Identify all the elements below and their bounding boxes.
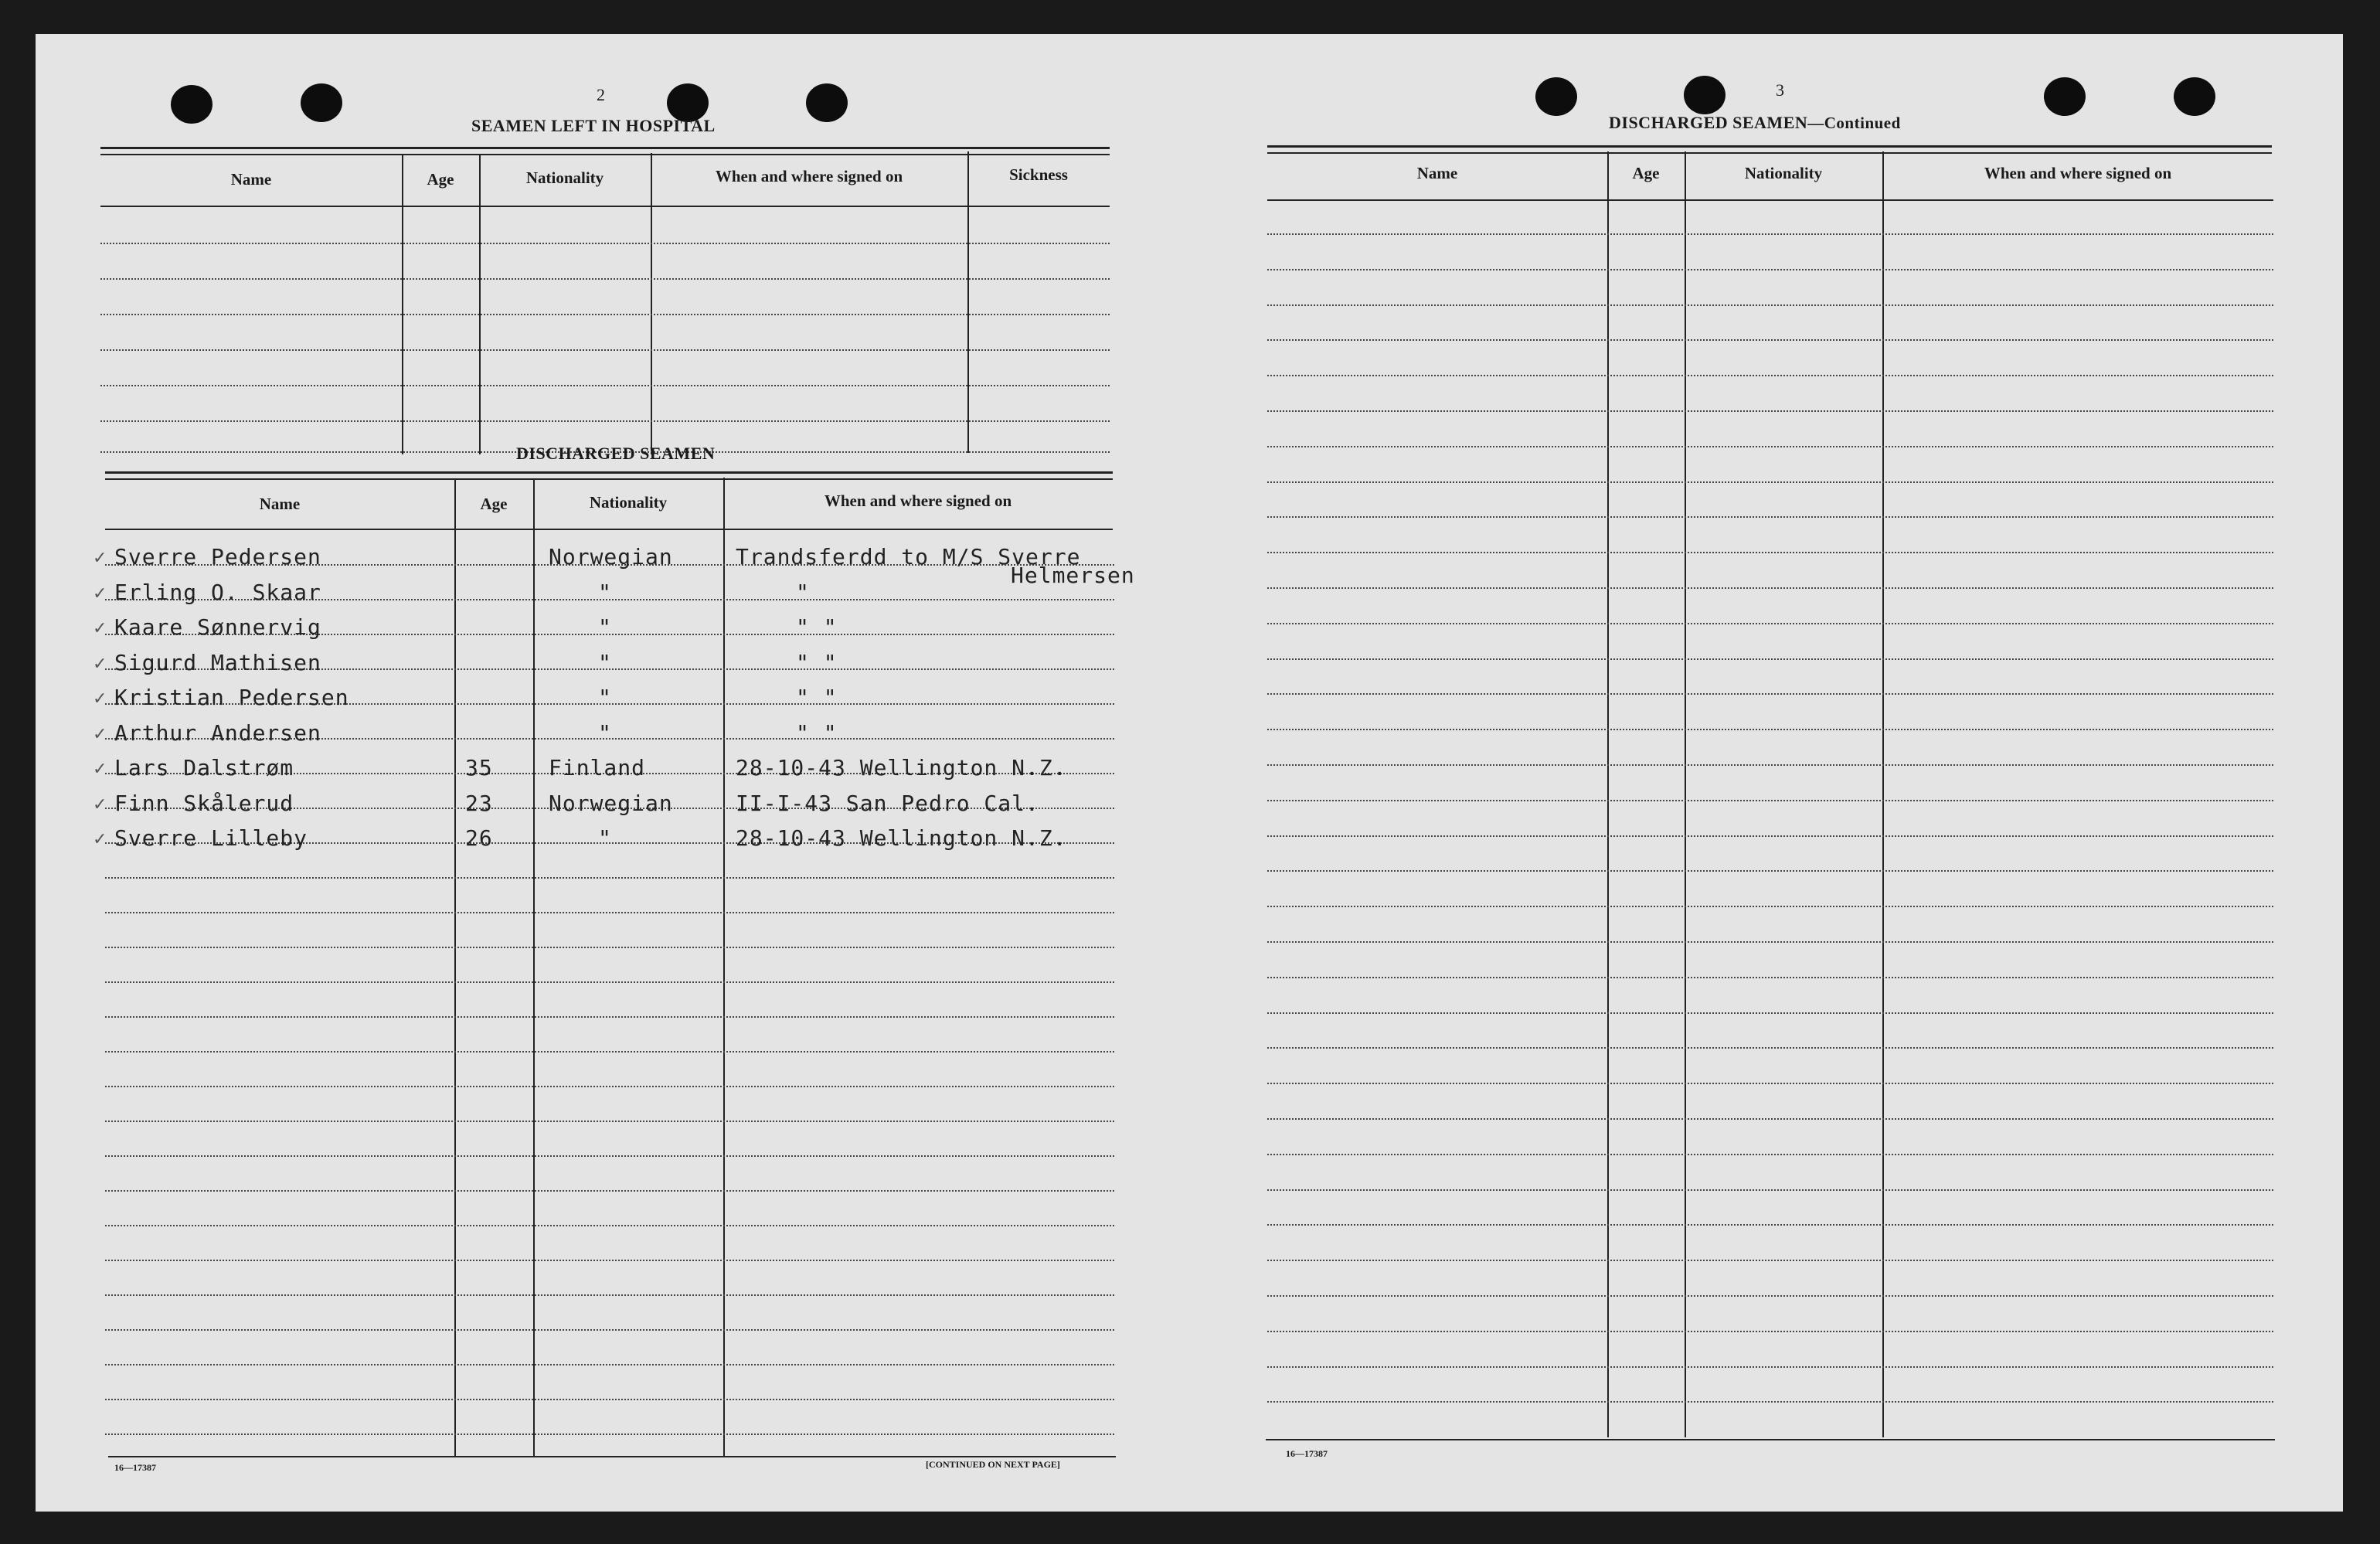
row-line (1267, 800, 2273, 801)
form-number-left: 16—17387 (114, 1462, 156, 1473)
row-line (105, 1190, 1114, 1192)
seaman-signed-on: II-I-43 San Pedro Cal. (736, 790, 1039, 816)
seaman-name: Erling O. Skaar (114, 579, 321, 605)
hospital-col-divider (651, 153, 652, 454)
row-line (105, 1086, 1114, 1087)
row-line (1267, 623, 2273, 624)
seaman-nationality: " (598, 825, 612, 851)
punch-hole-icon (1684, 76, 1726, 114)
check-mark-icon: ✓ (93, 724, 107, 744)
right-table-top-rule (1267, 145, 2272, 154)
right-header-signed-on: When and where signed on (1984, 164, 2172, 182)
row-line (1267, 339, 2273, 341)
seaman-nationality: Finland (549, 755, 646, 781)
row-line (105, 1399, 1114, 1400)
row-line (1267, 835, 2273, 837)
row-line (1267, 410, 2273, 412)
punch-hole-icon (2044, 77, 2086, 116)
row-line (1267, 304, 2273, 306)
hospital-row-line (100, 385, 1110, 386)
page-number-right: 3 (1776, 80, 1784, 100)
right-header-rule (1267, 199, 2273, 201)
row-line (105, 1433, 1114, 1435)
row-line (1267, 1012, 2273, 1014)
row-line (1267, 729, 2273, 730)
seaman-signed-on: " " (796, 685, 838, 710)
discharged-section-title: DISCHARGED SEAMEN (516, 444, 716, 463)
row-line (105, 912, 1114, 913)
discharged-col-divider (454, 479, 456, 1456)
seaman-signed-on: Trandsferdd to M/S Sverre (736, 544, 1081, 570)
right-header-name: Name (1416, 164, 1458, 182)
row-line (105, 1016, 1114, 1018)
seaman-nationality: Norwegian (549, 790, 673, 816)
hospital-header-rule (100, 206, 1110, 207)
row-line (1267, 1189, 2273, 1191)
hospital-col-divider (479, 155, 481, 454)
form-sheet (36, 34, 2343, 1512)
row-line (1267, 1154, 2273, 1155)
check-mark-icon: ✓ (93, 794, 107, 815)
hospital-row-line (100, 278, 1110, 280)
hospital-header-sickness: Sickness (1009, 165, 1068, 184)
discharged-header-name: Name (259, 495, 301, 513)
seaman-signed-on: " " (796, 614, 838, 640)
seaman-signed-on: 28-10-43 Wellington N.Z. (736, 755, 1067, 781)
discharged-continued-title (1609, 113, 1901, 133)
seaman-nationality: " (598, 614, 612, 640)
row-line (1267, 446, 2273, 447)
row-line (1267, 516, 2273, 518)
row-line (1267, 552, 2273, 553)
row-line (1267, 906, 2273, 907)
check-mark-icon: ✓ (93, 549, 107, 568)
row-line (105, 1225, 1114, 1226)
row-line (105, 947, 1114, 948)
row-line (1267, 1366, 2273, 1368)
hospital-row-line (100, 314, 1110, 315)
hospital-header-age: Age (427, 170, 454, 189)
seaman-signed-on-cont: Helmersen (1011, 563, 1135, 588)
row-line (1267, 1295, 2273, 1297)
page-number-left: 2 (597, 85, 605, 104)
right-table-bottom-rule (1266, 1439, 2275, 1440)
row-line (105, 1329, 1114, 1331)
seaman-age: 23 (465, 790, 493, 816)
discharged-table-bottom-rule (108, 1456, 1116, 1457)
row-line (105, 1364, 1114, 1365)
discharged-header-rule (105, 529, 1113, 530)
seaman-signed-on: " (796, 579, 810, 605)
row-line (1267, 1083, 2273, 1084)
row-line (105, 1051, 1114, 1053)
row-line (105, 1294, 1114, 1296)
check-mark-icon: ✓ (93, 689, 107, 709)
title-main: DISCHARGED SEAMEN (1609, 113, 1808, 132)
row-line (1267, 1260, 2273, 1261)
form-number-right: 16—17387 (1286, 1448, 1328, 1459)
row-line (1267, 233, 2273, 235)
hospital-col-divider (402, 155, 403, 454)
punch-hole-icon (806, 83, 848, 122)
hospital-row-line (100, 349, 1110, 351)
right-col-divider (1882, 151, 1884, 1437)
row-line (1267, 1224, 2273, 1226)
hospital-row-line (100, 243, 1110, 244)
discharged-header-nationality: Nationality (589, 493, 668, 512)
right-header-age: Age (1632, 164, 1660, 182)
row-line (1267, 269, 2273, 270)
check-mark-icon: ✓ (93, 619, 107, 638)
discharged-col-divider (723, 478, 725, 1456)
discharged-header-signed-on: When and where signed on (824, 491, 1012, 510)
seaman-signed-on: " " (796, 719, 838, 746)
seaman-nationality: " (598, 685, 612, 710)
row-line (105, 1155, 1114, 1157)
seaman-nationality: Norwegian (549, 544, 673, 570)
hospital-col-divider (967, 151, 969, 453)
right-col-divider (1685, 151, 1686, 1437)
row-line (1267, 481, 2273, 483)
row-line (1267, 1047, 2273, 1049)
punch-hole-icon (1535, 77, 1577, 116)
seaman-name: Sigurd Mathisen (114, 649, 321, 675)
punch-hole-icon (2174, 77, 2215, 116)
row-line (1267, 1118, 2273, 1120)
right-header-nationality: Nationality (1744, 164, 1823, 182)
hospital-row-line (100, 420, 1110, 422)
row-line (105, 1121, 1114, 1122)
row-line (1267, 658, 2273, 660)
right-col-divider (1607, 151, 1609, 1437)
discharged-col-divider (533, 479, 535, 1456)
seaman-nationality: " (598, 649, 612, 675)
hospital-table-top-rule (100, 147, 1110, 155)
seaman-signed-on: 28-10-43 Wellington N.Z. (736, 825, 1067, 851)
seaman-nationality: " (598, 579, 612, 605)
seaman-nationality: " (598, 719, 612, 746)
seaman-age: 26 (465, 825, 493, 851)
title-continued: —Continued (1807, 114, 1901, 132)
row-line (1267, 977, 2273, 978)
row-line (1267, 1331, 2273, 1332)
seaman-name: Kaare Sønnervig (114, 614, 321, 640)
seaman-signed-on: " " (796, 649, 838, 675)
seaman-name: Sverre Lilleby (114, 825, 308, 851)
seaman-name: Sverre Pedersen (114, 544, 321, 570)
punch-hole-icon (171, 85, 212, 124)
discharged-header-age: Age (480, 495, 508, 513)
row-line (1267, 1401, 2273, 1403)
row-line (1267, 941, 2273, 943)
seaman-name: Lars Dalstrøm (114, 755, 294, 781)
punch-hole-icon (301, 83, 342, 122)
row-line (105, 877, 1114, 879)
seaman-name: Arthur Andersen (114, 719, 321, 746)
check-mark-icon: ✓ (93, 830, 107, 849)
row-line (1267, 693, 2273, 695)
discharged-table-top-rule (105, 471, 1113, 480)
row-line (1267, 375, 2273, 376)
hospital-section-title: SEAMEN LEFT IN HOSPITAL (471, 116, 716, 135)
seaman-name: Kristian Pedersen (114, 685, 349, 710)
row-line (105, 1260, 1114, 1261)
seaman-age: 35 (465, 755, 493, 781)
check-mark-icon: ✓ (93, 583, 107, 604)
row-line (1267, 587, 2273, 589)
continued-note: [CONTINUED ON NEXT PAGE] (926, 1459, 1060, 1470)
seaman-name: Finn Skålerud (114, 790, 294, 816)
check-mark-icon: ✓ (93, 760, 107, 779)
row-line (1267, 870, 2273, 872)
hospital-header-signed-on: When and where signed on (715, 167, 903, 185)
check-mark-icon: ✓ (93, 654, 107, 674)
hospital-header-name: Name (230, 170, 272, 189)
row-line (1267, 764, 2273, 766)
row-line (105, 981, 1114, 983)
hospital-header-nationality: Nationality (525, 168, 604, 187)
